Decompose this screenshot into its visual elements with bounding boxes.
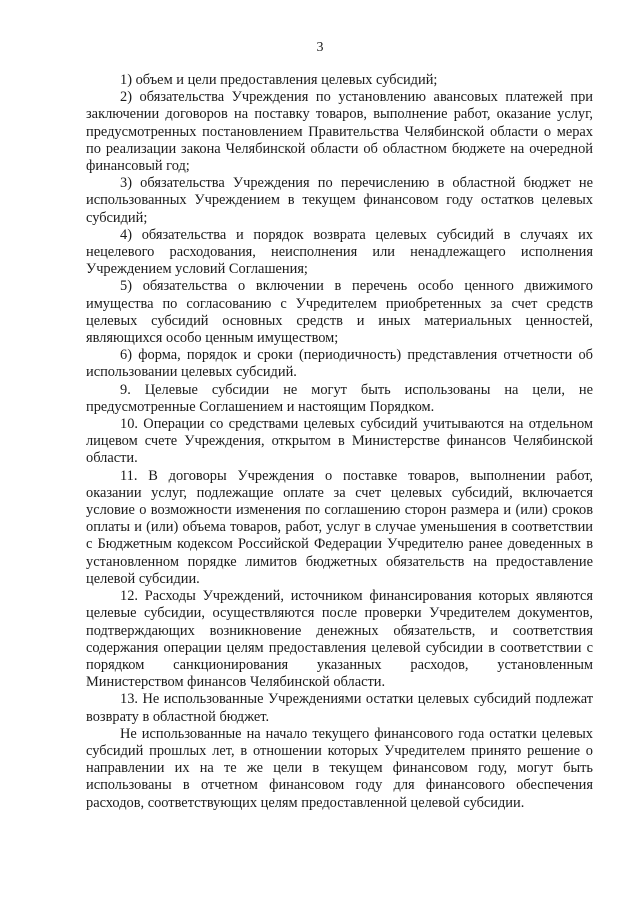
- list-item-3: 3) обязательства Учреждения по перечислению в областной бюджет не использованных Учреждением в текущем финансовом году остатков целевых субсидий;: [86, 175, 593, 226]
- list-item-2: 2) обязательства Учреждения по установлению авансовых платежей при заключении договоров на поставку товаров, выполнение работ, оказание услуг, предусмотренных постановлением Правительства Челябинской области о мерах по реализации закона Челябинской области об областном бюджете на очередной финансовый год;: [86, 89, 593, 175]
- clause-12: 12. Расходы Учреждений, источником финансирования которых являются целевые субсидии, осуществляются после проверки Учредителем документов, подтверждающих возникновение денежных обязательств, и соответствия содержания операции целям предоставления целевой субсидии в соответствии с порядком санкционирования указанных расходов, установленным Министерством финансов Челябинской области.: [86, 588, 593, 691]
- clause-9: 9. Целевые субсидии не могут быть использованы на цели, не предусмотренные Соглашением и настоящим Порядком.: [86, 381, 593, 415]
- clause-13-continuation: Не использованные на начало текущего финансового года остатки целевых субсидий прошлых лет, в отношении которых Учредителем принято решение о направлении их на те же цели в текущем финансовом году, могут быть использованы в отчетном финансовом году для финансового обеспечения расходов, соответствующих целям предоставленной целевой субсидии.: [86, 725, 593, 811]
- list-item-5: 5) обязательства о включении в перечень особо ценного движимого имущества по согласованию с Учредителем приобретенных за счет средств целевых субсидий основных средств и иных материальных ценностей, являющихся особо ценным имуществом;: [86, 278, 593, 347]
- page-number: 3: [316, 40, 324, 55]
- list-item-4: 4) обязательства и порядок возврата целевых субсидий в случаях их нецелевого расходования, неисполнения или ненадлежащего исполнения Учреждением условий Соглашения;: [86, 226, 593, 278]
- clause-11: 11. В договоры Учреждения о поставке товаров, выполнении работ, оказании услуг, подлежащие оплате за счет целевых субсидий, включается условие о возможности изменения по соглашению сторон размера и (или) сроков оплаты и (или) объема товаров, работ, услуг в случае уменьшения в соответствии с Бюджетным кодексом Российской Федерации Учредителю ранее доведенных в установленном порядке лимитов бюджетных обязательств на предоставление целевой субсидии.: [86, 467, 593, 587]
- list-item-1: 1) объем и цели предоставления целевых субсидий;: [120, 72, 438, 88]
- clause-10: 10. Операции со средствами целевых субсидий учитываются на отдельном лицевом счете Учреждения, открытом в Министерстве финансов Челябинской области.: [86, 416, 593, 467]
- list-item-6: 6) форма, порядок и сроки (периодичность) представления отчетности об использовании целевых субсидий.: [86, 347, 593, 381]
- clause-13: 13. Не использованные Учреждениями остатки целевых субсидий подлежат возврату в областной бюджет.: [86, 691, 593, 725]
- document-body: [86, 72, 593, 812]
